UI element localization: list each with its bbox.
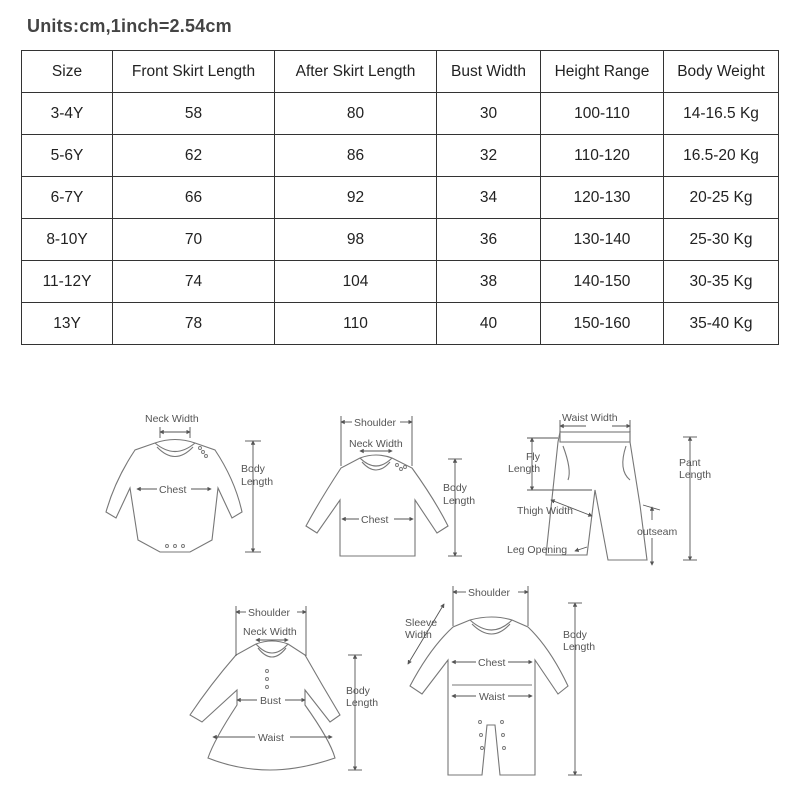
pants-waist-width-label: Waist Width	[562, 412, 618, 424]
shirt-neck-width-label: Neck Width	[349, 438, 403, 450]
table-cell: 86	[275, 135, 437, 177]
table-cell: 98	[275, 219, 437, 261]
table-cell: 100-110	[541, 93, 664, 135]
romper-sleeve-width-label-2: Width	[405, 629, 432, 641]
table-cell: 74	[113, 261, 275, 303]
table-cell: 66	[113, 177, 275, 219]
table-cell: 38	[437, 261, 541, 303]
romper-shoulder-label: Shoulder	[468, 587, 511, 599]
column-header: Body Weight	[664, 51, 779, 93]
shirt-chest-label: Chest	[361, 514, 389, 526]
table-cell: 8-10Y	[22, 219, 113, 261]
pants-diagram	[507, 412, 711, 565]
table-row	[22, 219, 779, 261]
column-header: Front Skirt Length	[113, 51, 275, 93]
pants-leg-opening-label: Leg Opening	[507, 544, 568, 556]
table-cell: 58	[113, 93, 275, 135]
table-row	[22, 303, 779, 345]
table-cell: 30	[437, 93, 541, 135]
table-cell: 11-12Y	[22, 261, 113, 303]
dress-body-length-label: Body	[346, 685, 370, 697]
table-cell: 32	[437, 135, 541, 177]
table-cell: 34	[437, 177, 541, 219]
table-row	[22, 177, 779, 219]
table-cell: 20-25 Kg	[664, 177, 779, 219]
table-cell: 62	[113, 135, 275, 177]
shirt-shoulder-label: Shoulder	[354, 417, 397, 429]
table-cell: 6-7Y	[22, 177, 113, 219]
table-cell: 35-40 Kg	[664, 303, 779, 345]
dress-shoulder-label: Shoulder	[248, 607, 291, 619]
table-cell: 120-130	[541, 177, 664, 219]
table-cell: 110	[275, 303, 437, 345]
bodysuit-body-length-label: Body	[241, 463, 265, 475]
dress-bust-label: Bust	[260, 695, 282, 707]
units-note: Units:cm,1inch=2.54cm	[27, 16, 232, 36]
table-cell: 36	[437, 219, 541, 261]
table-header-row	[22, 51, 779, 93]
table-cell: 110-120	[541, 135, 664, 177]
table-cell: 3-4Y	[22, 93, 113, 135]
pants-outseam-label: outseam	[637, 526, 678, 538]
romper-sleeve-width-label: Sleeve	[405, 617, 438, 629]
table-row	[22, 135, 779, 177]
table-cell: 25-30 Kg	[664, 219, 779, 261]
table-cell: 13Y	[22, 303, 113, 345]
pants-fly-length-label-2: Length	[508, 463, 541, 475]
shirt-body-length-label: Body	[443, 482, 467, 494]
table-cell: 104	[275, 261, 437, 303]
table-cell: 30-35 Kg	[664, 261, 779, 303]
romper-body-length-label-2: Length	[563, 641, 596, 653]
shirt-body-length-label-2: Length	[443, 495, 476, 507]
bodysuit-diagram	[106, 413, 273, 552]
table-cell: 16.5-20 Kg	[664, 135, 779, 177]
table-cell: 150-160	[541, 303, 664, 345]
dress-body-length-label-2: Length	[346, 697, 379, 709]
table-cell: 78	[113, 303, 275, 345]
table-cell: 140-150	[541, 261, 664, 303]
pants-pant-length-label-2: Length	[679, 469, 712, 481]
pants-fly-length-label: Fly	[526, 451, 540, 463]
bodysuit-neck-width-label: Neck Width	[145, 413, 199, 425]
table-cell: 40	[437, 303, 541, 345]
table-row	[22, 261, 779, 303]
table-cell: 92	[275, 177, 437, 219]
romper-waist-label: Waist	[479, 691, 505, 703]
shirt-diagram	[306, 416, 475, 556]
size-table	[21, 50, 779, 345]
bodysuit-chest-label: Chest	[159, 484, 187, 496]
pants-thigh-width-label: Thigh Width	[517, 505, 574, 517]
column-header: Height Range	[541, 51, 664, 93]
table-cell: 130-140	[541, 219, 664, 261]
table-cell: 5-6Y	[22, 135, 113, 177]
pants-pant-length-label: Pant	[679, 457, 701, 469]
table-cell: 80	[275, 93, 437, 135]
table-row	[22, 93, 779, 135]
romper-diagram	[405, 586, 595, 775]
table-cell: 14-16.5 Kg	[664, 93, 779, 135]
dress-neck-width-label: Neck Width	[243, 626, 297, 638]
dress-diagram	[190, 606, 378, 770]
column-header: Bust Width	[437, 51, 541, 93]
measurement-diagrams	[0, 395, 800, 800]
romper-body-length-label: Body	[563, 629, 587, 641]
bodysuit-body-length-label-2: Length	[241, 476, 274, 488]
romper-chest-label: Chest	[478, 657, 506, 669]
table-cell: 70	[113, 219, 275, 261]
column-header: After Skirt Length	[275, 51, 437, 93]
dress-waist-label: Waist	[258, 732, 284, 744]
column-header: Size	[22, 51, 113, 93]
